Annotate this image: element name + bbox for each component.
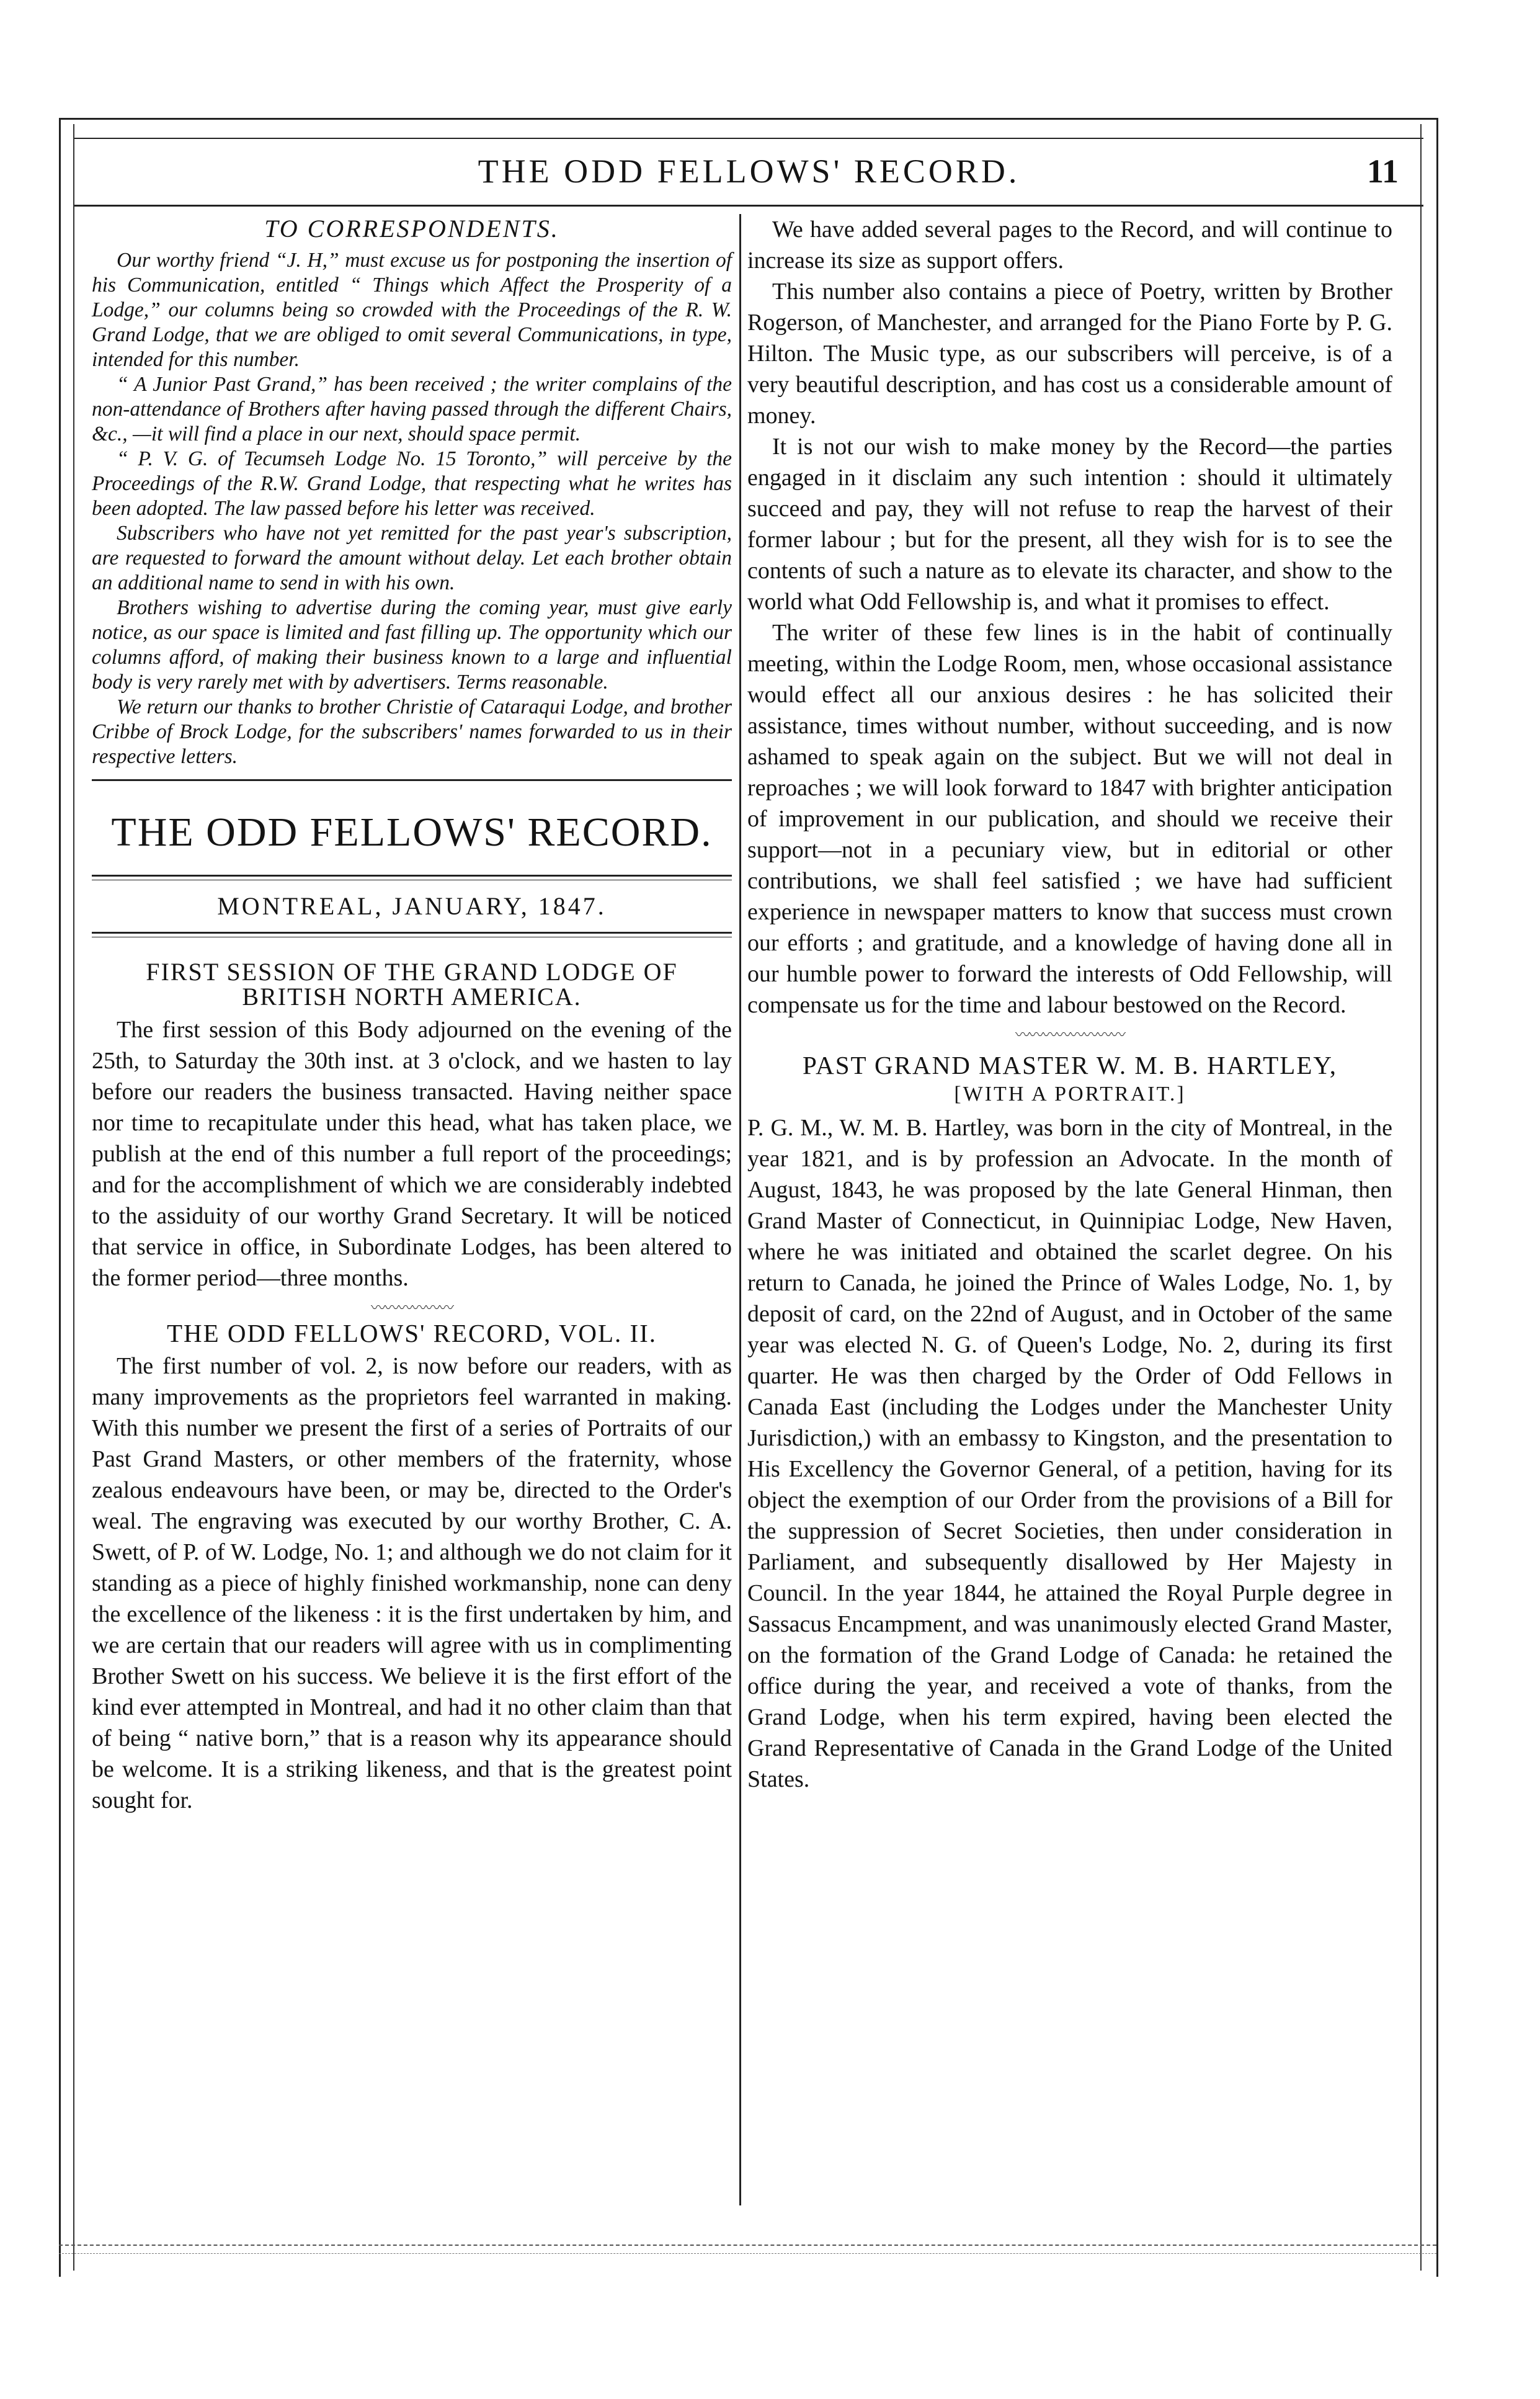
masthead bbox=[92, 779, 732, 937]
paper-title: THE ODD FELLOWS' RECORD. bbox=[111, 810, 713, 855]
article-paragraph: It is not our wish to make money by the Record—the parties engaged in it disclaim any such intention : should it ultimately succeed and pay, they will not refuse to reap the harvest of their former labour ; but for the present, all they wish for is to see the contents of such a nature as to elevate its character, and show to the world what Odd Fellowship is, and what it promises to effect. bbox=[747, 434, 1392, 615]
article-continued bbox=[747, 214, 1392, 1021]
correspondents-item: Brothers wishing to advertise during the coming year, must give early notice, as our space is limited and fast filling up. The opportunity which our columns afford, of making their business known to a large and influential body is very rarely met with by advertisers. Terms reasonable. bbox=[92, 596, 732, 694]
article-title: THE ODD FELLOWS' RECORD, VOL. II. bbox=[166, 1319, 657, 1347]
article-body bbox=[92, 1014, 732, 1293]
bottom-rule bbox=[59, 2245, 1436, 2246]
right-inner-line bbox=[1420, 124, 1422, 2271]
running-title: THE ODD FELLOWS' RECORD. bbox=[478, 153, 1020, 190]
correspondents-item: We return our thanks to brother Christie of Cataraqui Lodge, and brother Cribbe of Brock Lodge, for the subscribers' names forwarded to us in their respective letters. bbox=[92, 695, 732, 768]
right-column bbox=[747, 214, 1392, 1795]
left-column bbox=[92, 214, 732, 1816]
correspondents-item: “ P. V. G. of Tecumseh Lodge No. 15 Toronto,” will perceive by the Proceedings of the R.W. Grand Lodge, that respecting what he writes has been adopted. The law passed before his letter was received. bbox=[92, 447, 732, 520]
page-header bbox=[74, 152, 1423, 202]
article-grand-lodge-session bbox=[92, 960, 732, 1293]
article-paragraph: This number also contains a piece of Poetry, written by Brother Rogerson, of Manchester, and arranged for the Piano Forte by P. G. Hilton. The Music type, as our subscribers will perceive, is of a very beautiful description, and has cost us a considerable amount of money. bbox=[747, 279, 1392, 429]
section-ornament: 〰〰〰〰〰〰〰〰 bbox=[1015, 1027, 1124, 1043]
bottom-rule-secondary bbox=[59, 2253, 1436, 2254]
correspondents-section bbox=[92, 214, 732, 769]
article-hartley bbox=[747, 1053, 1392, 1795]
masthead-rule bbox=[92, 875, 732, 880]
article-title: PAST GRAND MASTER W. M. B. HARTLEY, bbox=[803, 1051, 1337, 1079]
article-body bbox=[747, 1112, 1392, 1795]
article-record-vol-ii bbox=[92, 1321, 732, 1816]
article-title: FIRST SESSION OF THE GRAND LODGE OF BRITISH NORTH AMERICA. bbox=[146, 958, 678, 1011]
dateline: MONTREAL, JANUARY, 1847. bbox=[217, 892, 607, 920]
left-inner-line bbox=[73, 124, 74, 2271]
column-divider bbox=[739, 214, 741, 2205]
correspondents-heading: TO CORRESPONDENTS. bbox=[264, 215, 559, 243]
section-ornament: 〰〰〰〰〰〰 bbox=[371, 1300, 453, 1316]
page-number: 11 bbox=[1366, 153, 1399, 190]
header-rule bbox=[74, 205, 1423, 207]
portrait-note: [WITH A PORTRAIT.] bbox=[954, 1083, 1186, 1106]
correspondents-item: “ A Junior Past Grand,” has been received ; the writer complains of the non-attendance of Brothers after having passed through the different Chairs, &c., —it will find a place in our next, should space permit. bbox=[92, 373, 732, 445]
article-paragraph: The first number of vol. 2, is now before our readers, with as many improvements as the proprietors feel warranted in making. With this number we present the first of a series of Portraits of our Past Grand Masters, or other members of the fraternity, whose zealous endeavours have been, or may be, directed to the Order's weal. The engraving was executed by our worthy Brother, C. A. Swett, of P. of W. Lodge, No. 1; and although we do not claim for it standing as a piece of highly finished workmanship, none can deny the excellence of the likeness : it is the first undertaken by him, and we are certain that our readers will agree with us in complimenting Brother Swett on his success. We believe it is the first effort of the kind ever attempted in Montreal, and had it no other claim than that of being “ native born,” that is a reason why its appearance should be welcome. It is a striking likeness, and that is the greatest point sought for. bbox=[92, 1353, 732, 1813]
correspondents-item: Subscribers who have not yet remitted for the past year's subscription, are requested to forward the amount without delay. Let each brother obtain an additional name to send in with his own. bbox=[92, 522, 732, 594]
article-paragraph: P. G. M., W. M. B. Hartley, was born in the city of Montreal, in the year 1821, and is by profession an Advocate. In the month of August, 1843, he was proposed by the late General Hinman, then Grand Master of Connecticut, in Quinnipiac Lodge, New Haven, where he was initiated and obtained the scarlet degree. On his return to Canada, he joined the Prince of Wales Lodge, No. 1, by deposit of card, on the 22nd of August, and in October of the same year was elected N. G. of Queen's Lodge, No. 2, during its first quarter. He was then charged by the Order of Odd Fellows in Canada East (including the Lodges under the Manchester Unity Jurisdiction,) with an embassy to Kingston, and the presentation to His Excellency the Governor General, of a petition, having for its object the exemption of our Order from the provisions of a Bill for the suppression of Secret Societies, then under consideration in Parliament, and subsequently disallowed by Her Majesty in Council. In the year 1844, he attained the Royal Purple degree in Sassacus Encampment, and was unanimously elected Grand Master, on the formation of the Grand Lodge of Canada: he retained the office during the year, and received a vote of thanks, from the Grand Lodge, when his term expired, having been elected the Grand Representative of Canada in the Grand Lodge of the United States. bbox=[747, 1115, 1392, 1792]
article-paragraph: The writer of these few lines is in the habit of continually meeting, within the Lodge Room, men, whose occasional assistance would effect all our anxious desires : he has solicited their assistance, times without number, without succeeding, and is now ashamed to speak again on the subject. But we will not deal in reproaches ; we will look forward to 1847 with brighter anticipation of improvement in our publication, and should we receive their support—not in a pecuniary view, but in editorial or other contributions, we shall feel satisfied ; we have had sufficient experience in newspaper matters to know that success must crown our efforts ; and gratitude, and a knowledge of having done all in our humble power to forward the interests of Odd Fellowship, will compensate us for the time and labour bestowed on the Record. bbox=[747, 620, 1392, 1018]
correspondents-item: Our worthy friend “J. H,” must excuse us for postponing the insertion of his Communication, entitled “ Things which Affect the Prosperity of a Lodge,” our columns being so crowded with the Proceedings of the R. W. Grand Lodge, that we are obliged to omit several Communications, in type, intended for this number. bbox=[92, 249, 732, 371]
correspondents-list bbox=[92, 248, 732, 769]
dateline-rule bbox=[92, 932, 732, 937]
article-paragraph: The first session of this Body adjourned on the evening of the 25th, to Saturday the 30th inst. at 3 o'clock, and we hasten to lay before our readers the business transacted. Having neither space nor time to recapitulate under this head, what has taken place, we publish at the end of this number a full report of the proceedings; and for the accomplishment of which we are considerably indebted to the assiduity of our worthy Grand Secretary. It will be noticed that service in office, in Subordinate Lodges, has been altered to the former period—three months. bbox=[92, 1017, 732, 1291]
article-paragraph: We have added several pages to the Record, and will continue to increase its size as support offers. bbox=[747, 217, 1392, 274]
article-body bbox=[92, 1351, 732, 1816]
